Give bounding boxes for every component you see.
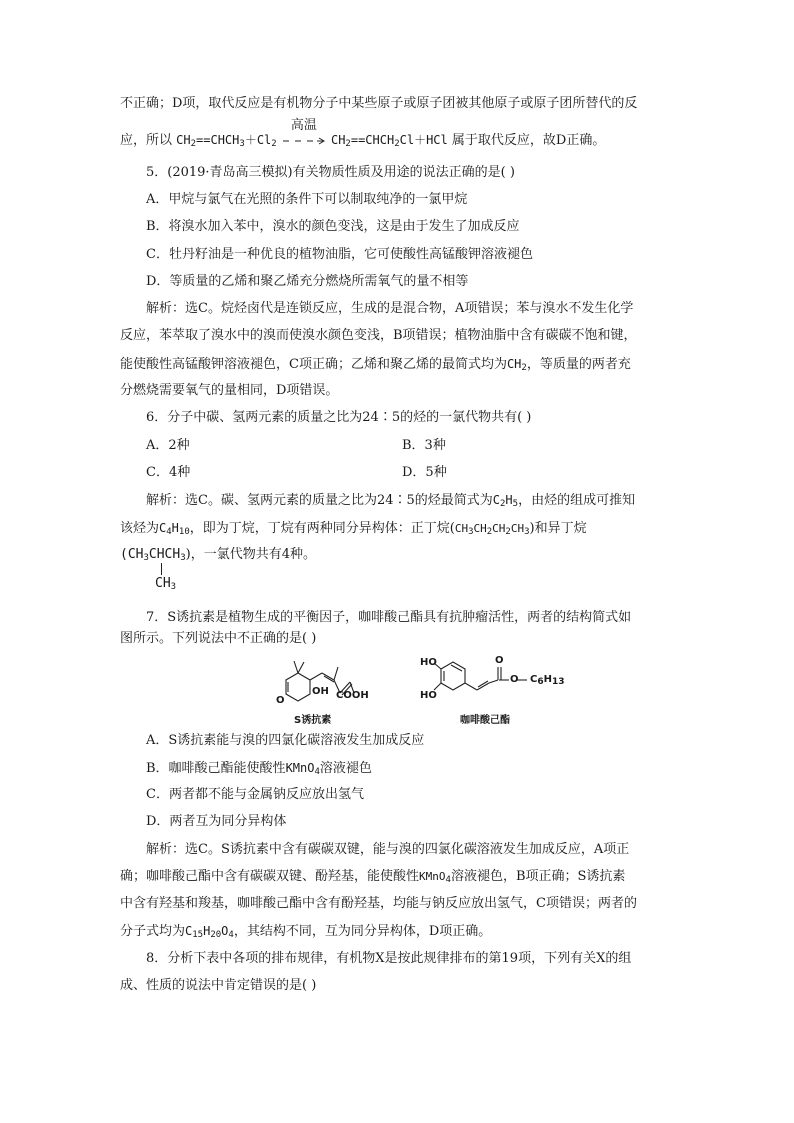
molecule-label-hexyl-caffeate: 咖啡酸己酯 xyxy=(460,715,510,726)
option-5d: D．等质量的乙烯和聚乙烯充分燃烧所需氧气的量不相等 xyxy=(146,274,469,289)
arrow-icon xyxy=(281,135,327,147)
text-line-content: 不正确；D项，取代反应是有机物分子中某些原子或原子团被其他原子或原子团所替代的反 xyxy=(120,96,638,111)
reaction-line xyxy=(120,118,680,151)
answer-5-line: 能使酸性高锰酸钾溶液褪色，C项正确；乙烯和聚乙烯的最简式均为$CH_2$，等质量的两者充 xyxy=(120,357,631,373)
atom-label: COOH xyxy=(336,690,369,701)
question-8-line: 8．分析下表中各项的排布规律，有机物X是按此规律排布的第19项，下列有关X的组 xyxy=(146,951,632,966)
answer-5-line: 反应，苯萃取了溴水中的溴而使溴水颜色变浅，B项错误；植物油脂中含有碳碳不饱和键， xyxy=(120,328,637,343)
option-7a: A．S诱抗素能与溴的四氯化碳溶液发生加成反应 xyxy=(146,733,425,748)
question-8-line: 成、性质的说法中肯定错误的是( ) xyxy=(120,978,317,993)
option-5c: C．牡丹籽油是一种优良的植物油脂，它可使酸性高锰酸钾溶液褪色 xyxy=(146,247,533,262)
answer-6-line: 该烃为$C_4H_{10}$，即为丁烷，丁烷有两种同分异构体：正丁烷$(CH_3CH_2CH_2CH_3)$和异丁烷 xyxy=(120,521,587,537)
answer-7-line: 解析：选C。S诱抗素中含有碳碳双键，能与溴的四氯化碳溶液发生加成反应，A项正 xyxy=(146,842,630,857)
atom-label: HO xyxy=(420,690,437,701)
answer-7-line: 确；咖啡酸己酯中含有碳碳双键、酚羟基，能使酸性KMnO$_4$溶液褪色，B项正确；S诱抗素 xyxy=(120,869,626,885)
answer-6-line: $(CH_3CHCH_3)$，一氯代物共有4种。 xyxy=(120,547,316,563)
option-5a: A．甲烷与氯气在光照的条件下可以制取纯净的一氯甲烷 xyxy=(146,192,468,207)
formula: KMnO$_4$ xyxy=(285,761,320,777)
answer-7-line: 分子式均为$C_{15}H_{20}O_4$，其结构不同，互为同分异构体，D项正确。 xyxy=(120,924,492,940)
answer-5-line: 解析：选C。烷烃卤代是连锁反应，生成的是混合物，A项错误；苯与溴水不发生化学 xyxy=(146,301,634,316)
formula: ($CH_3CHCH_3$ xyxy=(120,547,186,563)
question-7-line: 图所示。下列说法中不正确的是( ) xyxy=(120,631,317,646)
atom-label: O xyxy=(276,695,285,706)
answer-7-line: 中含有羟基和羧基，咖啡酸己酯中含有酚羟基，均能与钠反应放出氢气，C项错误；两者的 xyxy=(120,896,637,911)
formula: $C_2H_5$ xyxy=(492,493,519,509)
formula: $C_4H_{10}$ xyxy=(159,521,190,537)
atom-label: O xyxy=(495,655,504,666)
option-7b: B．咖啡酸己酯能使酸性KMnO$_4$溶液褪色 xyxy=(146,761,372,777)
branch-methyl: $CH_3$ xyxy=(155,576,177,592)
option-6a: A．2种 xyxy=(146,438,190,453)
text-line xyxy=(120,94,680,114)
atom-label: OH xyxy=(312,686,329,697)
formula: $CH_2$ xyxy=(506,357,527,373)
option-7c: C．两者都不能与金属钠反应放出氢气 xyxy=(146,787,364,802)
formula: KMnO$_4$ xyxy=(419,870,451,885)
reaction-arrow xyxy=(281,118,327,151)
question-6: 6．分子中碳、氢两元素的质量之比为24∶5的烃的一氯代物共有( ) xyxy=(146,410,532,425)
text-fragment: 属于取代反应，故D正确。 xyxy=(451,133,606,148)
answer-6-line: 解析：选C。碳、氢两元素的质量之比为24∶5的烃最简式为$C_2H_5$，由烃的组成可推知 xyxy=(146,493,636,509)
option-6d: D．5种 xyxy=(402,465,447,480)
option-7d: D．两者互为同分异构体 xyxy=(146,814,287,829)
reaction-condition: 高温 xyxy=(290,118,317,133)
text-fragment: 应，所以 xyxy=(120,133,173,148)
molecule-label-s-abscisic: S诱抗素 xyxy=(294,715,332,726)
option-6c: C．4种 xyxy=(146,465,191,480)
atom-label: $C_6H_{13}$ xyxy=(530,674,565,687)
question-7-line: 7．S诱抗素是植物生成的平衡因子，咖啡酸己酯具有抗肿瘤活性，两者的结构简式如 xyxy=(146,610,632,625)
formula-reactant: $CH_2==CHCH_3+Cl_2$ xyxy=(176,133,277,149)
structure-figure xyxy=(268,653,568,725)
answer-5-line: 分燃烧需要氧气的量相同，D项错误。 xyxy=(120,383,339,398)
atom-label: HO xyxy=(420,657,437,668)
atom-label: O xyxy=(510,674,519,685)
formula: $CH_3CH_2CH_2CH_3$ xyxy=(454,522,530,537)
formula-product: $CH_2==CHCH_2Cl+HCl$ xyxy=(330,133,448,149)
option-6b: B．3种 xyxy=(402,438,446,453)
option-5b: B．将溴水加入苯中，溴水的颜色变浅，这是由于发生了加成反应 xyxy=(146,219,520,234)
formula: $C_{15}H_{20}O_4$ xyxy=(185,924,234,940)
question-5: 5．(2019·青岛高三模拟)有关物质性质及用途的说法正确的是( ) xyxy=(146,165,515,180)
